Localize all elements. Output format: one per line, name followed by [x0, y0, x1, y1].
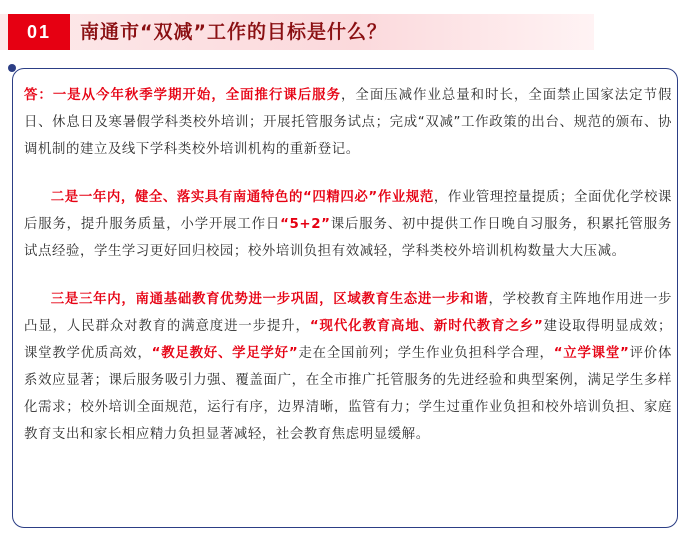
section-title: 南通市“双减”工作的目标是什么？: [80, 21, 387, 43]
highlight-text: “现代化教育高地、新时代教育之乡”: [309, 319, 544, 334]
body-text: 课后服务、初中提供工作日晚自习服务，积累托管服务试点经验，学生学习更好回归校园；校外培训负担有效减轻，学科类校外培训机构数量大大压减。: [24, 217, 672, 259]
body-text: ，全面压减作业总量和时长，全面禁止国家法定节假日、休息日及寒暑假学科类校外培训；开展托管服务试点；完成“双减”工作政策的出台、规范的颁布、协调机制的建立及线下学科类校外培训机构的重新登记。: [24, 88, 672, 157]
highlight-text: “教足教好、学足学好”: [151, 346, 299, 361]
highlight-text: “5+2”: [280, 217, 331, 232]
highlight-text: 二是一年内，健全、落实具有南通特色的“四精四必”作业规范: [50, 190, 434, 205]
body-text: 评价体系效应显著；课后服务吸引力强、覆盖面广，在全市推广托管服务的先进经验和典型案例，满足学生多样化需求；校外培训全面规范，运行有序，边界清晰，监管有力；学生过重作业负担和校外培训负担、家庭教育支出和家长相应精力负担显著减轻，社会教育焦虑明显缓解。: [24, 346, 672, 442]
body-text: ，学校教育主阵地作用进一步凸显，人民群众对教育的满意度进一步提升，: [24, 292, 672, 334]
corner-dot: [8, 64, 16, 72]
highlight-text: 答：一是从今年秋季学期开始，全面推行课后服务: [24, 88, 341, 103]
body-text: 走在全国前列；学生作业负担科学合理，: [298, 346, 554, 361]
paragraph-1: [24, 82, 672, 163]
paragraph-3: [24, 286, 672, 448]
answer-content: [24, 82, 672, 469]
highlight-text: “立学课堂”: [553, 346, 630, 361]
paragraph-2: [24, 184, 672, 265]
body-text: ，作业管理控量提质；全面优化学校课后服务，提升服务质量，小学开展工作日: [24, 190, 672, 232]
highlight-text: 三是三年内，南通基础教育优势进一步巩固，区域教育生态进一步和谐: [50, 292, 489, 307]
body-text: 建设取得明显成效；课堂教学优质高效，: [24, 319, 672, 361]
section-number-badge: 01: [8, 14, 70, 50]
